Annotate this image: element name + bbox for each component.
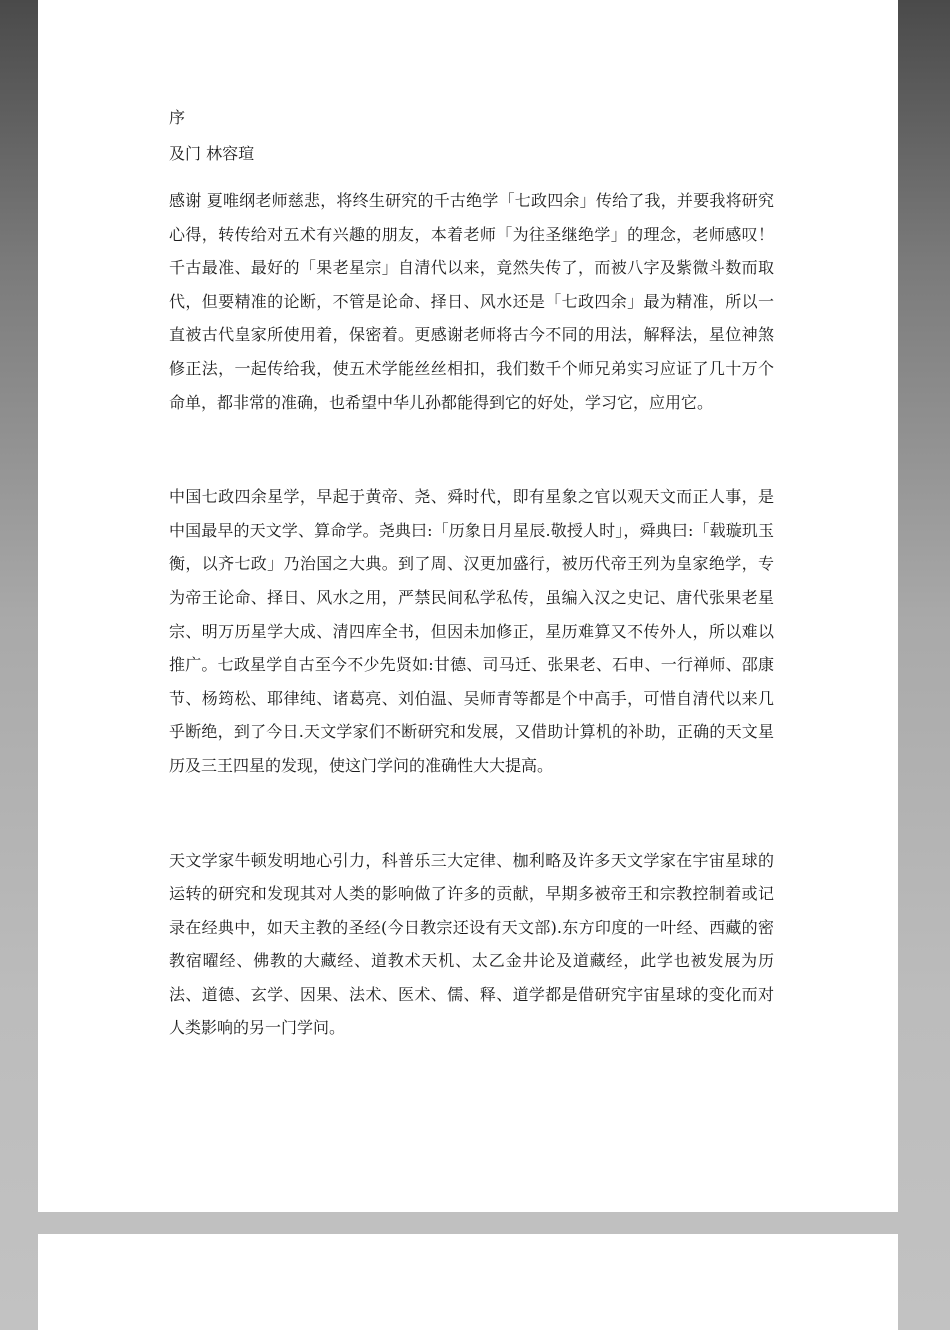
page-content	[169, 100, 774, 1045]
document-page-1	[38, 0, 898, 1212]
preface-heading: 序	[169, 108, 186, 127]
paragraph-2: 中国七政四余星学，早起于黄帝、尧、舜时代，即有星象之官以观天文而正人事，是中国最早的天文学、算命学。尧典曰:「历象日月星辰.敬授人时」，舜典曰:「载璇玑玉衡，以齐七政」乃治国之大典。到了周、汉更加盛行，被历代帝王列为皇家绝学，专为帝王论命、择日、风水之用，严禁民间私学私传，虽编入汉之史记、唐代张果老星宗、明万历星学大成、清四库全书，但因未加修正，星历难算又不传外人，所以难以推广。七政星学自古至今不少先贤如:甘德、司马迁、张果老、石申、一行禅师、邵康节、杨筠松、耶律纯、诸葛亮、刘伯温、吴师青等都是个中高手，可惜自清代以来几乎断绝，到了今日.天文学家们不断研究和发展，又借助计算机的补助，正确的天文星历及三王四星的发现，使这门学问的准确性大大提高。	[169, 487, 774, 775]
author-line: 及门 林容瑄	[169, 144, 255, 163]
paragraph-3: 天文学家牛顿发明地心引力，科普乐三大定律、枷利略及许多天文学家在宇宙星球的运转的研究和发现其对人类的影响做了许多的贡献，早期多被帝王和宗教控制着或记录在经典中，如天主教的圣经(今日教宗还设有天文部).东方印度的一叶经、西藏的密教宿曜经、佛教的大藏经、道教术天机、太乙金井论及道藏经，此学也被发展为历法、道德、玄学、因果、法术、医术、儒、释、道学都是借研究宇宙星球的变化而对人类影响的另一门学问。	[169, 850, 774, 1038]
paragraph-1: 感谢 夏唯纲老师慈悲，将终生研究的千古绝学「七政四余」传给了我，并要我将研究心得，转传给对五术有兴趣的朋友，本着老师「为往圣继绝学」的理念，老师感叹！千古最准、最好的「果老星宗」自清代以来，竟然失传了，而被八字及紫微斗数而取代，但要精准的论断，不管是论命、择日、风水还是「七政四余」最为精准，所以一直被古代皇家所使用着，保密着。更感谢老师将古今不同的用法，解释法，星位神煞修正法，一起传给我，使五术学能丝丝相扣，我们数千个师兄弟实习应证了几十万个命单，都非常的准确，也希望中华儿孙都能得到它的好处，学习它，应用它。	[169, 191, 774, 412]
document-page-2	[38, 1234, 898, 1330]
